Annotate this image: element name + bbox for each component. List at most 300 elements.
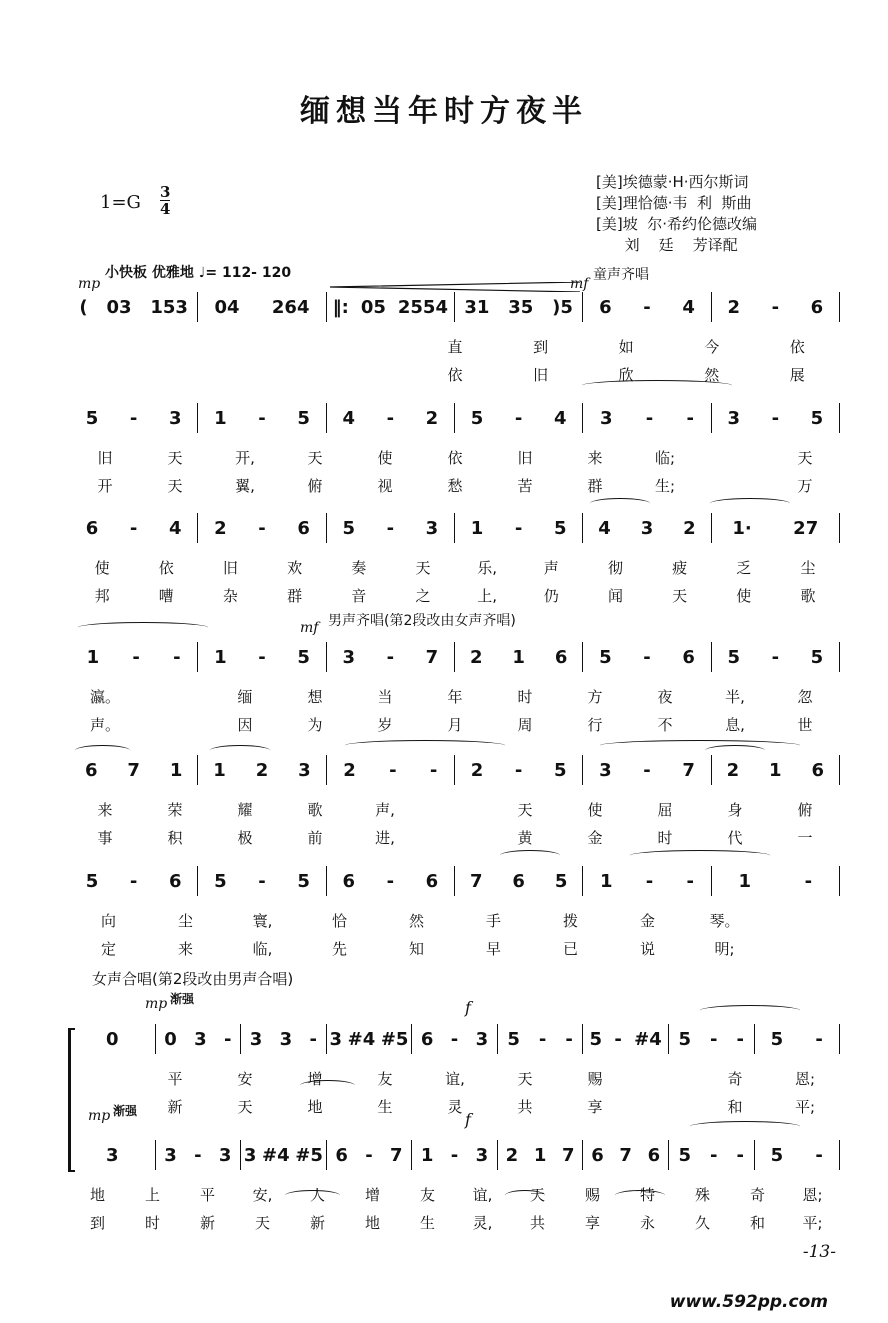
slur [78, 622, 208, 633]
page-title: 缅想当年时方夜半 [300, 94, 588, 129]
measure [754, 1140, 840, 1170]
lyric-char: 世 [797, 716, 813, 734]
measure [197, 866, 325, 896]
lyric-line-1 [70, 1184, 840, 1206]
lyric-char [140, 714, 210, 736]
lyric-char [327, 364, 413, 386]
lyric-char [420, 827, 490, 849]
lyric-char: 天 [517, 801, 533, 819]
slur [582, 380, 732, 391]
lyric-char: 息, [725, 716, 745, 734]
lyric-char: 金 [639, 912, 655, 930]
notation-row [70, 1024, 840, 1054]
notation-row [70, 513, 840, 543]
note: 2 [425, 407, 439, 429]
lyric-char: 因 [237, 716, 253, 734]
lyric-char: 生 [377, 1098, 393, 1116]
slur [700, 1005, 800, 1016]
note: - [389, 759, 397, 781]
note: 3 [279, 1028, 293, 1050]
notation-row [70, 866, 840, 896]
measure [582, 403, 710, 433]
lyric-line-1 [70, 799, 840, 821]
note: - [514, 517, 523, 539]
note: - [258, 407, 266, 429]
note: 31 [464, 296, 490, 318]
note: 6 [420, 1028, 434, 1050]
lyric-char: 依 [447, 366, 463, 384]
lyric-line-1 [70, 1068, 840, 1090]
note: 3 [329, 1028, 343, 1050]
lyric-char: 行 [587, 716, 603, 734]
note: 153 [150, 296, 188, 318]
note: 3 [249, 1028, 263, 1050]
note: - [194, 1144, 202, 1166]
measure [155, 1024, 241, 1054]
note: 5 [553, 759, 567, 781]
measure [197, 403, 325, 433]
note: 2554 [397, 296, 448, 318]
lyric-line-2 [70, 827, 840, 849]
lyric-char: 当 [377, 688, 393, 706]
note: 2 [505, 1144, 519, 1166]
measure [70, 755, 197, 785]
lyric-char [630, 1068, 700, 1090]
meter-bottom: 4 [160, 200, 171, 218]
note: 5 [85, 870, 99, 892]
lyric-line-2 [70, 585, 840, 607]
measure [668, 1140, 754, 1170]
note: 5 [507, 1028, 520, 1050]
note: 4 [342, 407, 355, 429]
measure [70, 642, 197, 672]
barline [839, 642, 840, 672]
note: - [686, 870, 694, 892]
note: 3 [194, 1028, 207, 1050]
lyric-char: 天 [797, 449, 813, 467]
note: 1 [420, 1144, 434, 1166]
lyric-char: 来 [97, 801, 113, 819]
note: - [258, 517, 266, 539]
barline [839, 1140, 840, 1170]
note: - [132, 646, 140, 668]
lyric-char: 身 [727, 801, 743, 819]
lyric-char: 谊, [472, 1186, 493, 1204]
note: 5 [553, 517, 567, 539]
lyric-char [420, 799, 490, 821]
lyric-line-1 [70, 686, 840, 708]
measure [754, 1024, 840, 1054]
lyric-char: 周 [517, 716, 533, 734]
lyric-char: 友 [419, 1186, 435, 1204]
note: 3 [106, 1144, 119, 1166]
note: 3 [164, 1144, 177, 1166]
note: ( [79, 296, 88, 318]
note: - [386, 870, 395, 892]
lyric-char: 使 [377, 449, 393, 467]
lyric-char: 安 [237, 1070, 253, 1088]
lyric-char [763, 938, 840, 960]
measure [411, 1024, 497, 1054]
measure [497, 1024, 583, 1054]
lyric-char: 殊 [694, 1186, 710, 1204]
measure [70, 403, 197, 433]
lyric-char: 上, [477, 587, 497, 605]
notation-row [70, 292, 840, 322]
note: - [815, 1144, 823, 1166]
lyric-char: 灵 [447, 1098, 463, 1116]
note: - [709, 1144, 718, 1166]
lyric-char: 说 [639, 940, 655, 958]
note: - [804, 870, 813, 892]
credits [596, 172, 757, 256]
lyric-char: 地 [89, 1186, 105, 1204]
note: 264 [271, 296, 310, 318]
measure [70, 513, 197, 543]
note: - [771, 296, 780, 318]
note: 6 [810, 296, 824, 318]
lyric-line-1 [70, 447, 840, 469]
lyric-char: 岁 [377, 716, 393, 734]
barline [839, 403, 840, 433]
note: 6 [342, 870, 355, 892]
note: 0 [164, 1028, 177, 1050]
lyric-char: 奇 [727, 1070, 743, 1088]
note: 5 [678, 1028, 691, 1050]
lyric-char: 俯 [797, 801, 813, 819]
lyric-char: 生 [419, 1214, 435, 1232]
lyric-char: 旧 [97, 449, 113, 467]
note: 1 [169, 759, 183, 781]
note: 3 [599, 759, 612, 781]
measure [454, 866, 582, 896]
measure [70, 1024, 155, 1054]
note: - [450, 1028, 459, 1050]
lyric-char: 依 [158, 559, 174, 577]
lyric-line-2 [70, 714, 840, 736]
note: 2 [343, 759, 356, 781]
note: - [709, 1028, 718, 1050]
barline [839, 292, 840, 322]
lyric-char: 谊, [445, 1070, 465, 1088]
measure [326, 866, 454, 896]
measure [711, 755, 839, 785]
note: 1 [214, 646, 227, 668]
note: - [223, 1028, 232, 1050]
slur [75, 745, 130, 756]
lyric-char: 天 [167, 449, 183, 467]
note: 5 [85, 407, 99, 429]
lyric-char: 奏 [351, 559, 367, 577]
note: 6 [85, 517, 99, 539]
lyric-char: 已 [562, 940, 578, 958]
measure [497, 1140, 583, 1170]
lyric-char: 开 [97, 477, 113, 495]
note: 3 [218, 1144, 232, 1166]
lyric-char: 歌 [800, 587, 816, 605]
note: - [643, 759, 651, 781]
tempo-marking: 小快板 优雅地 ♩= 112- 120 [105, 265, 292, 281]
note: 2 [255, 759, 269, 781]
lyric-char [70, 1068, 140, 1090]
measure [326, 642, 454, 672]
note: 04 [214, 296, 240, 318]
note: 6 [425, 870, 439, 892]
lyric-char: 新 [199, 1214, 215, 1232]
dynamic-f: f [465, 1110, 471, 1129]
notation-row [70, 755, 840, 785]
note: 1 [738, 870, 751, 892]
lyric-char: 想 [307, 688, 323, 706]
measure [711, 866, 839, 896]
lyric-char [241, 336, 327, 358]
note: 6 [591, 1144, 604, 1166]
measure [711, 513, 839, 543]
credit-composer: [美]理恰德·韦 利 斯曲 [596, 194, 752, 212]
note: 5 [297, 407, 310, 429]
lyric-char: 到 [89, 1214, 105, 1232]
note: 2 [470, 759, 484, 781]
note: 0 [106, 1028, 119, 1050]
lyric-char: 旧 [533, 366, 549, 384]
lyric-line-2 [70, 1212, 840, 1234]
note: 03 [106, 296, 132, 318]
lyric-char: 依 [447, 449, 463, 467]
lyric-char: 时 [657, 829, 673, 847]
lyric-char: 使 [736, 587, 752, 605]
note: 1 [213, 759, 226, 781]
note: - [736, 1144, 744, 1166]
lyric-char: 来 [177, 940, 193, 958]
note: - [815, 1028, 823, 1050]
lyric-char: 天 [672, 587, 688, 605]
lyric-char: 先 [331, 940, 347, 958]
key-signature: 1=G [100, 192, 141, 213]
lyric-char: 然 [408, 912, 424, 930]
note: 2 [683, 517, 696, 539]
note: 2 [214, 517, 227, 539]
lyric-char: 增 [307, 1070, 323, 1088]
slur [500, 850, 560, 861]
measure [326, 755, 454, 785]
lyric-char: 共 [517, 1098, 533, 1116]
note: )5 [552, 296, 573, 318]
lyric-line-1 [70, 336, 840, 358]
lyric-char: 万 [797, 477, 813, 495]
slur [600, 740, 800, 751]
lyric-char [763, 910, 840, 932]
lyric-char [700, 447, 770, 469]
measure [326, 403, 454, 433]
lyric-char: 依 [789, 338, 805, 356]
slur [505, 1190, 545, 1201]
lyric-char [70, 364, 156, 386]
lyric-char: 仍 [543, 587, 559, 605]
measure [70, 866, 197, 896]
measure [582, 513, 710, 543]
note: #4 [347, 1028, 376, 1050]
lyric-char: 展 [789, 366, 805, 384]
lyric-char [327, 336, 413, 358]
note: - [514, 407, 523, 429]
lyric-char: 疲 [672, 559, 688, 577]
crescendo-hairpin [330, 282, 580, 292]
dynamic-mf: mf [570, 276, 589, 292]
measure [582, 642, 710, 672]
lyric-char: 友 [377, 1070, 393, 1088]
lyric-char: 新 [167, 1098, 183, 1116]
slur [345, 740, 505, 751]
note: 3 [727, 407, 740, 429]
note: 2 [469, 646, 483, 668]
lyric-char: 明; [714, 940, 735, 958]
lyric-char: 耀 [237, 801, 253, 819]
lyric-char: 事 [97, 829, 113, 847]
lyric-char: 来 [587, 449, 603, 467]
lyric-char: 天 [254, 1214, 270, 1232]
note: - [771, 407, 780, 429]
note: 3 [342, 646, 355, 668]
lyric-char: 瀛。 [89, 688, 120, 706]
note: - [514, 759, 523, 781]
measure [155, 1140, 241, 1170]
note: 5 [554, 870, 568, 892]
lyric-char: 夜 [657, 688, 673, 706]
note: 5 [297, 870, 310, 892]
measure [240, 1024, 326, 1054]
note: 4 [169, 517, 182, 539]
lyric-char [140, 686, 210, 708]
lyric-char: 声。 [89, 716, 120, 734]
lyric-char: 代 [727, 829, 743, 847]
lyric-char: 临; [654, 449, 676, 467]
measure [582, 1140, 668, 1170]
lyric-char: 杂 [222, 587, 238, 605]
lyric-char: 尘 [177, 912, 193, 930]
lyric-char [241, 364, 327, 386]
lyric-char: 极 [237, 829, 253, 847]
measure [711, 403, 839, 433]
lyric-char: 久 [694, 1214, 710, 1232]
lyric-char: 俯 [307, 477, 323, 495]
lyric-line-1 [70, 910, 840, 932]
note: 35 [508, 296, 534, 318]
lyric-char: 旧 [517, 449, 533, 467]
lyric-char: 一 [797, 829, 813, 847]
note: 3 [169, 407, 182, 429]
lyric-char: 平; [802, 1214, 823, 1232]
notation-row [70, 1140, 840, 1170]
lyric-char: 天 [167, 477, 183, 495]
lyric-char: 旧 [222, 559, 238, 577]
note: 6 [554, 646, 568, 668]
note: 7 [682, 759, 695, 781]
note: 1 [599, 870, 613, 892]
lyric-char: 增 [364, 1186, 380, 1204]
lyric-char: 和 [749, 1214, 765, 1232]
lyric-char: 赐 [587, 1070, 603, 1088]
section-label-female: 女声合唱(第2段改由男声合唱) [92, 970, 294, 988]
lyric-char: 平 [199, 1186, 215, 1204]
lyric-char: 地 [307, 1098, 323, 1116]
note: 5 [470, 407, 484, 429]
note: 05 [360, 296, 386, 318]
lyric-char: 拨 [562, 912, 578, 930]
measure [197, 513, 325, 543]
lyric-char: 寰, [252, 912, 273, 930]
note: - [365, 1144, 373, 1166]
measure [197, 755, 325, 785]
note: 1 [769, 759, 782, 781]
slur [630, 850, 770, 861]
note: 3 [475, 1144, 489, 1166]
measure [326, 1140, 412, 1170]
notation-row [70, 642, 840, 672]
lyric-line-2 [70, 938, 840, 960]
measure [197, 642, 325, 672]
measure [326, 292, 454, 322]
notation-row [70, 403, 840, 433]
lyric-char: 群 [587, 477, 603, 495]
lyric-char: 到 [533, 338, 549, 356]
note: - [258, 870, 266, 892]
measure [711, 642, 839, 672]
lyric-char: 上 [144, 1186, 160, 1204]
note: 5 [599, 646, 612, 668]
lyric-char: 天 [529, 1186, 545, 1204]
note: 6 [335, 1144, 348, 1166]
note: 3 [425, 517, 439, 539]
note: 4 [553, 407, 567, 429]
crescendo-text: 渐强 [113, 1104, 138, 1118]
lyric-char: 永 [639, 1214, 655, 1232]
lyric-char: 手 [485, 912, 501, 930]
lyric-char: 群 [287, 587, 303, 605]
lyric-char: 然 [704, 366, 720, 384]
note: 6 [599, 296, 612, 318]
note: - [643, 296, 651, 318]
note: - [643, 646, 651, 668]
note: - [309, 1028, 317, 1050]
lyric-char: 音 [351, 587, 367, 605]
slur [710, 498, 790, 509]
measure [411, 1140, 497, 1170]
note: 1 [533, 1144, 547, 1166]
note: 6 [512, 870, 525, 892]
measure [70, 1140, 155, 1170]
note: 5 [810, 646, 824, 668]
lyric-char: 邦 [94, 587, 110, 605]
lyric-char: 新 [309, 1214, 325, 1232]
lyric-char: 和 [727, 1098, 743, 1116]
note: 5 [589, 1028, 603, 1050]
lyric-char: 天 [307, 449, 323, 467]
note: 5 [770, 1144, 784, 1166]
note: 27 [793, 517, 819, 539]
note: - [771, 646, 780, 668]
note: #4 [634, 1028, 662, 1050]
lyric-char: 时 [517, 688, 533, 706]
note: 3 [243, 1144, 257, 1166]
slur [285, 1190, 340, 1201]
note: ‖: [332, 296, 349, 318]
note: - [686, 407, 694, 429]
lyric-char: 屈 [657, 801, 673, 819]
measure [197, 292, 325, 322]
note: 1 [86, 646, 100, 668]
note: - [129, 517, 138, 539]
note: - [614, 1028, 622, 1050]
